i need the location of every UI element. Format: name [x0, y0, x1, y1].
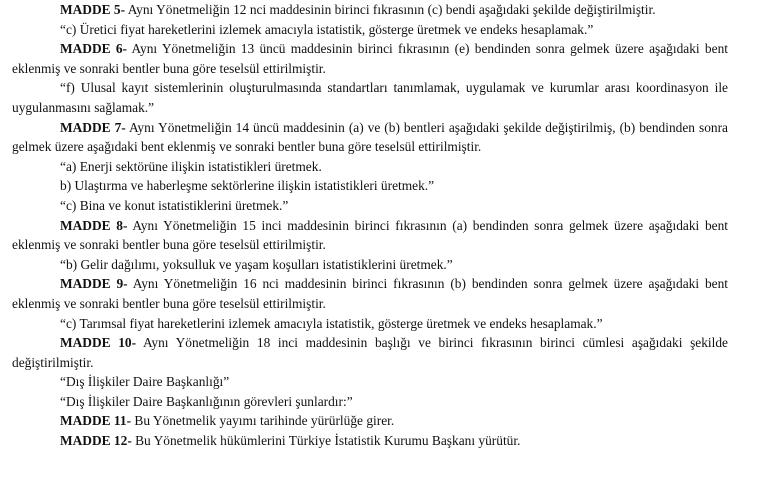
article-11 [12, 411, 728, 431]
article-11-label: MADDE 11- [60, 413, 132, 429]
article-5 [12, 0, 728, 20]
article-9 [12, 274, 728, 313]
article-9-text: Aynı Yönetmeliğin 16 nci maddesinin birinci fıkrasının (b) bendinden sonra gelmek üzere aşağıdaki bent eklenmiş ve sonraki bentler buna göre teselsül ettirilmiştir. [12, 276, 728, 311]
article-7-quote-c: “c) Bina ve konut istatistiklerini üretmek.” [60, 197, 289, 213]
article-8-text: Aynı Yönetmeliğin 15 inci maddesinin birinci fıkrasının (a) bendinden sonra gelmek üzere aşağıdaki bent eklenmiş ve sonraki bentler buna göre teselsül ettirilmiştir. [12, 217, 728, 253]
article-5-label: MADDE 5- [60, 2, 126, 17]
article-12 [12, 431, 728, 451]
article-6-text: Aynı Yönetmeliğin 13 üncü maddesinin birinci fıkrasının (e) bendinden sonra gelmek üzere aşağıdaki bent eklenmiş ve sonraki bentler buna göre teselsül ettirilmiştir. [12, 41, 728, 76]
article-6-quote: “f) Ulusal kayıt sistemlerinin oluşturulmasında standartları tanımlamak, uygulamak ve kurumlar arası koordinasyon ile uygulanmasını sağlamak.” [12, 80, 728, 115]
article-11-text: Bu Yönetmelik yayımı tarihinde yürürlüğe girer. [131, 413, 395, 429]
regulation-document [12, 0, 728, 451]
article-10 [12, 333, 728, 372]
article-5-quote: “c) Üretici fiyat hareketlerini izlemek amacıyla istatistik, gösterge üretmek ve endeks hesaplamak.” [60, 21, 594, 37]
article-9-quote: “c) Tarımsal fiyat hareketlerini izlemek amacıyla istatistik, gösterge üretmek ve endeks hesaplamak.” [60, 315, 603, 331]
article-8-label: MADDE 8- [60, 217, 128, 233]
article-9-label: MADDE 9- [60, 276, 128, 292]
article-6-label: MADDE 6- [60, 41, 128, 57]
article-10-quote-sentence: “Dış İlişkiler Daire Başkanlığının görevleri şunlardır:” [60, 393, 353, 409]
article-6 [12, 39, 728, 78]
article-7-label: MADDE 7- [60, 119, 126, 135]
article-8-quote: “b) Gelir dağılımı, yoksulluk ve yaşam koşulları istatistiklerini üretmek.” [60, 256, 453, 272]
article-8 [12, 216, 728, 255]
article-5-text: Aynı Yönetmeliğin 12 nci maddesinin birinci fıkrasının (c) bendi aşağıdaki şekilde değiştirilmiştir. [125, 2, 656, 17]
article-7-text: Aynı Yönetmeliğin 14 üncü maddesinin (a) ve (b) bentleri aşağıdaki şekilde değiştirilmiş, (b) bendinden sonra gelmek üzere aşağıdaki bent eklenmiş ve sonraki bentler buna göre teselsül ettirilmiştir. [12, 119, 728, 155]
article-10-quote-title: “Dış İlişkiler Daire Başkanlığı” [60, 374, 230, 390]
article-12-label: MADDE 12- [60, 433, 132, 449]
article-10-text: Aynı Yönetmeliğin 18 inci maddesinin başlığı ve birinci fıkrasının birinci cümlesi aşağıdaki şekilde değiştirilmiştir. [12, 335, 728, 370]
article-7-quote-b: b) Ulaştırma ve haberleşme sektörlerine ilişkin istatistikleri üretmek.” [60, 178, 435, 194]
article-7-quote-a: “a) Enerji sektörüne ilişkin istatistikleri üretmek. [60, 158, 322, 174]
article-10-label: MADDE 10- [60, 335, 137, 351]
article-7 [12, 118, 728, 157]
article-12-text: Bu Yönetmelik hükümlerini Türkiye İstatistik Kurumu Başkanı yürütür. [131, 433, 521, 449]
